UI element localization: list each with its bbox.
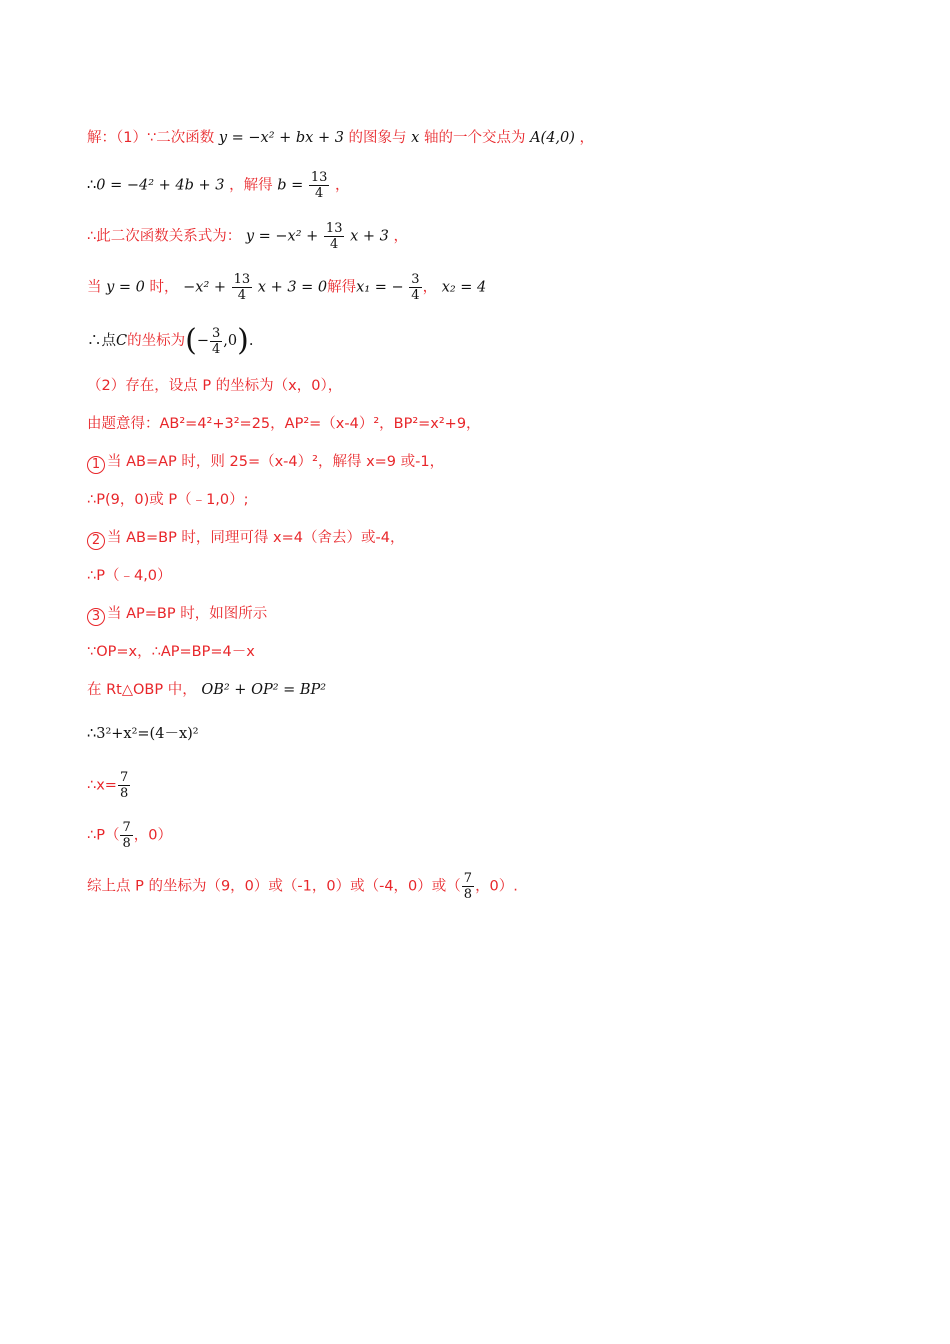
text-segment: ，0）. [475,878,518,895]
fraction [309,170,330,201]
coordinate-rest: ,0 [223,333,238,349]
variable-x: x [411,130,420,146]
text-segment: ， [335,177,350,194]
text-segment: 的图象与 [348,130,407,146]
case3-pythagoras-line [87,680,326,700]
case3-line [87,604,267,626]
text-segment: 当 [87,279,102,296]
case2-line [87,528,404,550]
part2-line-exists: （2）存在，设点 P 的坐标为（x，0）， [87,378,343,394]
text-segment: ， [579,130,595,146]
text-segment: ，0） [133,827,172,844]
text-segment: 轴的一个交点为 [423,130,526,146]
b-equals: b = [277,177,304,194]
fraction [118,770,130,801]
part1-line-solve-b [87,170,350,201]
fraction-denominator: 4 [237,288,247,303]
minus-sign: − [196,333,209,349]
fraction-denominator: 4 [211,341,221,357]
fraction [120,820,132,851]
case1-result: ∴P(9，0)或 P（﹣1,0）; [87,492,249,508]
text-segment: 解：（1）∵二次函数 [87,130,215,146]
quadratic-equation: y = −x² + bx + 3 [218,130,344,146]
equation-part: x + 3 = 0 [257,279,328,296]
case1-line [87,452,444,474]
substitution-equation: 0 = −4² + 4b + 3 [96,177,225,194]
text-segment: ∴x= [87,777,117,794]
case1-text: 当 AB=AP 时，则 25=（x-4）²，解得 x=9 或-1， [107,454,445,470]
y-equals-zero: y = 0 [106,279,145,296]
part1-line-point-c [87,321,253,361]
fraction-numerator: 13 [325,221,343,236]
text-segment: 的坐标为 [127,333,186,349]
left-paren: ( [185,323,197,358]
fraction-numerator: 3 [211,325,221,341]
root-x2: x₂ = 4 [441,279,487,296]
text-segment: 解得 [327,279,357,296]
circled-number-3: 3 [87,608,105,626]
text-segment: ， [422,279,438,296]
case2-result: ∴P（﹣4,0） [87,568,172,584]
text-segment: ∴此二次函数关系式为： [87,228,242,245]
root-x1: x₁ = − [356,279,404,296]
fraction-denominator: 4 [411,288,420,303]
text-segment: ∴P（ [87,827,120,844]
fraction [462,871,474,902]
circled-number-1: 1 [87,456,105,474]
fraction-numerator: 7 [122,820,131,835]
fraction-denominator: 8 [119,786,129,801]
case2-text: 当 AB=BP 时，同理可得 x=4（舍去）或-4， [107,530,405,546]
fraction [324,221,345,252]
therefore-symbol: ∴ [87,177,97,194]
part1-line-roots [87,272,486,303]
case3-point-line [87,820,172,851]
fraction-denominator: 8 [463,887,473,902]
fraction-numerator: 13 [310,170,328,185]
part1-line-function [87,221,408,252]
fraction-denominator: 4 [314,186,324,201]
text-segment: 在 Rt△OBP 中， [87,682,197,698]
fraction-numerator: 7 [463,871,473,886]
conclusion-line [87,871,518,902]
equation-part: −x² + [183,279,227,296]
point-a: A(4,0) [530,130,575,146]
squared-equation: 3²+x²=(4－x)² [96,726,199,742]
case3-text: 当 AP=BP 时，如图所示 [107,606,268,622]
therefore-symbol: ∴ [87,726,97,742]
case3-x-value-line [87,770,131,801]
pythagoras-equation: OB² + OP² = BP² [201,682,327,698]
fraction-numerator: 7 [119,770,129,785]
text-segment: ，解得 [229,177,273,194]
text-segment: ∴点 [87,333,116,349]
fraction-denominator: 4 [330,237,339,252]
text-segment: . [248,333,254,349]
text-segment: 时， [149,279,179,296]
function-eq-part: y = −x² + [245,228,319,245]
point-c-label: C [116,333,128,349]
fraction [409,272,421,303]
fraction-numerator: 3 [411,272,420,287]
right-paren: ) [237,323,249,358]
fraction [232,272,253,303]
fraction [210,326,222,357]
function-eq-part: x + 3 [350,228,389,245]
case3-equation-line [87,724,199,744]
case3-op-line: ∵OP=x，∴AP=BP=4－x [87,644,255,660]
fraction-numerator: 13 [233,272,251,287]
part2-line-distances: 由题意得：AB²=4²+3²=25，AP²=（x-4）²，BP²=x²+9， [87,416,481,432]
part1-line-intro [87,128,594,148]
circled-number-2: 2 [87,532,105,550]
fraction-denominator: 8 [122,836,131,851]
text-segment: 综上点 P 的坐标为（9，0）或（-1，0）或（-4，0）或（ [87,878,461,895]
text-segment: ， [393,228,408,245]
